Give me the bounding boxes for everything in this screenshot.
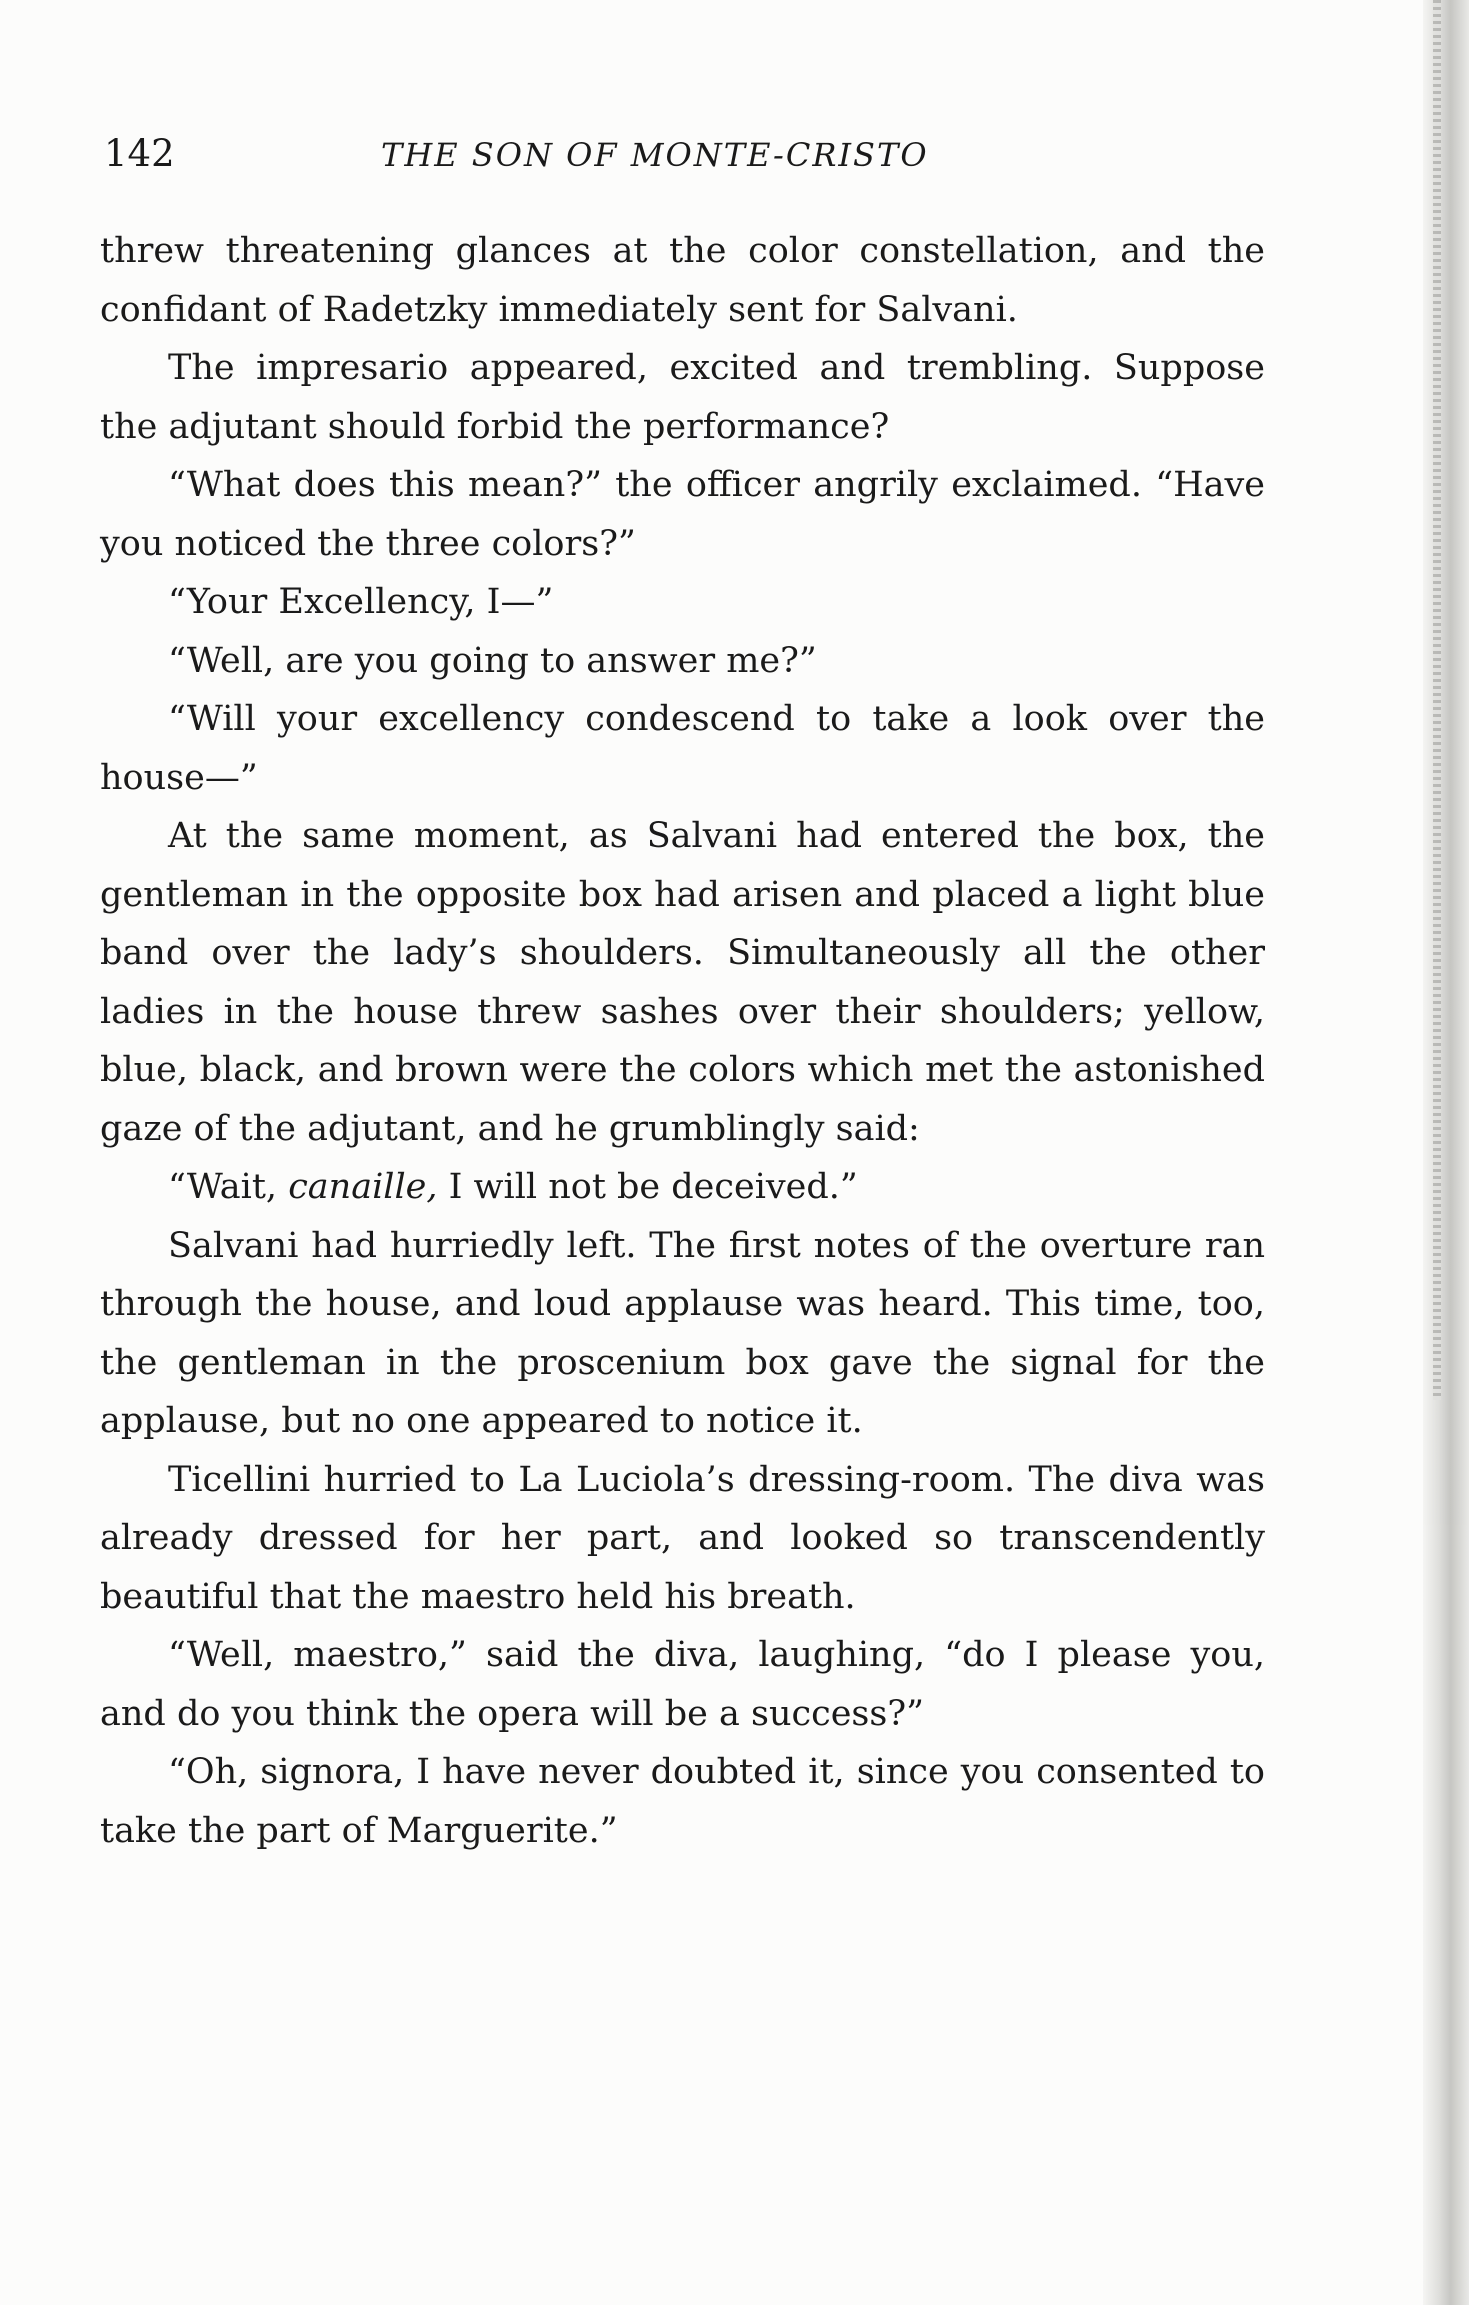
paragraph-9	[100, 1217, 1265, 1451]
italic-word: canaille,	[288, 1167, 438, 1207]
paragraph-2	[100, 339, 1265, 456]
paragraph-1	[100, 222, 1265, 339]
paragraph-text: The impresario appeared, excited and trembling. Suppose the adjutant should forbid the performance?	[100, 348, 1265, 447]
paragraph-3	[100, 456, 1265, 573]
paragraph-text: “What does this mean?” the officer angrily exclaimed. “Have you noticed the three colors?”	[100, 465, 1265, 564]
paragraph-12	[100, 1743, 1265, 1860]
body-text	[100, 222, 1265, 1860]
paragraph-7	[100, 807, 1265, 1158]
running-title: THE SON OF MONTE-CRISTO	[381, 136, 929, 174]
paragraph-11	[100, 1626, 1265, 1743]
page-number: 142	[104, 132, 175, 175]
paragraph-text: At the same moment, as Salvani had entered the box, the gentleman in the opposite box had arisen and placed a light blue band over the lady’s shoulders. Simultaneously all the other ladies in the house threw sashes over their shoulders; yellow, blue, black, and brown were the colors which met the astonished gaze of the adjutant, and he grumblingly said:	[100, 816, 1265, 1149]
paragraph-text: “Will your excellency condescend to take a look over the house—”	[100, 699, 1265, 798]
paragraph-4	[100, 573, 1265, 632]
paragraph-text: Salvani had hurriedly left. The first notes of the overture ran through the house, and loud applause was heard. This time, too, the gentleman in the proscenium box gave the signal for the applause, but no one appeared to notice it.	[100, 1225, 1265, 1441]
paragraph-text: “Your Excellency, I—”	[168, 582, 554, 622]
paragraph-text: Ticellini hurried to La Luciola’s dressing-room. The diva was already dressed for her part, and looked so transcendently beautiful that the maestro held his breath.	[100, 1459, 1265, 1617]
paragraph-text: I will not be deceived.”	[437, 1167, 858, 1207]
paragraph-text: “Oh, signora, I have never doubted it, since you consented to take the part of Marguerite.”	[100, 1752, 1265, 1851]
page-binding-edge	[1423, 0, 1469, 2305]
paragraph-text: “Well, are you going to answer me?”	[168, 640, 817, 681]
paragraph-6	[100, 690, 1265, 807]
paragraph-text: threw threatening glances at the color constellation, and the confidant of Radetzky immediately sent for Salvani.	[100, 231, 1265, 330]
paragraph-5	[100, 632, 1265, 691]
paragraph-10	[100, 1451, 1265, 1627]
page-header	[98, 132, 1268, 192]
paragraph-text: “Well, maestro,” said the diva, laughing, “do I please you, and do you think the opera will be a success?”	[100, 1635, 1265, 1734]
paragraph-text: “Wait,	[168, 1167, 289, 1207]
paragraph-8	[100, 1158, 1265, 1217]
